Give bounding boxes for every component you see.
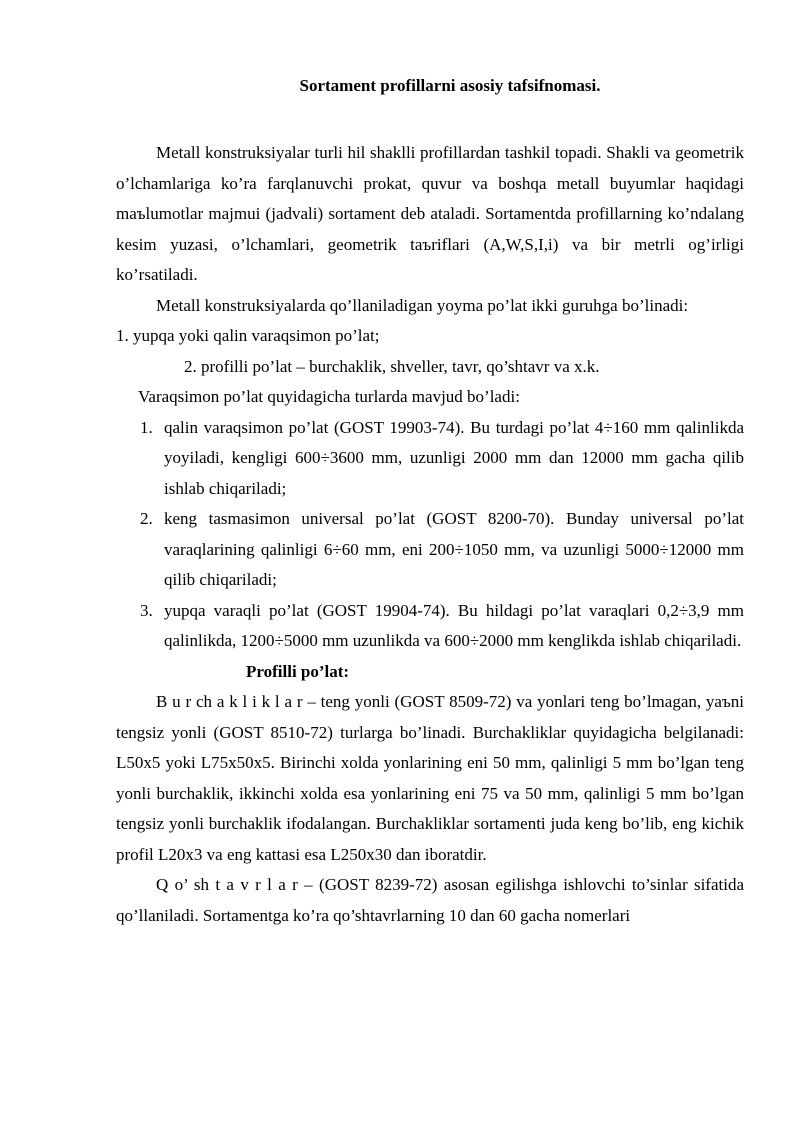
paragraph-angles <box>116 687 744 870</box>
section-subtitle: Profilli po’lat: <box>246 661 350 681</box>
paragraph-sortament-definition: Metall konstruksiyalar turli hil shaklli profillardan tashkil topadi. Shakli va geometrik o’lchamlariga ko’ra farqlanuvchi prokat, quvur va boshqa metall buyumlar haqidagi maъlumotlar majmui (jadvali) sortament deb ataladi. Sortamentda profillarning ko’ndalang kesim yuzasi, o’lchamlari, geometrik taъriflari (A,W,S,I,i) va bir metrli og’irligi ko’rsatiladi. <box>116 143 744 284</box>
paragraph-steel-groups: Metall konstruksiyalarda qo’llaniladigan yoyma po’lat ikki guruhga bo’linadi: <box>156 295 689 315</box>
list-item-number: 3. <box>140 600 153 620</box>
term-qoshtavrlar: Q o’ sh t a v r l a r <box>156 875 298 894</box>
list-item-text: yupqa varaqli po’lat (GOST 19904-74). Bu hildagi po’lat varaqlari 0,2÷3,9 mm qalinlikda, 1200÷5000 mm uzunlikda va 600÷2000 mm kenglikda ishlab chiqariladi. <box>164 600 744 650</box>
list-item-text: qalin varaqsimon po’lat (GOST 19903-74). Bu turdagi po’lat 4÷160 mm qalinlikda yoyiladi, kengligi 600÷3600 mm, uzunligi 2000 mm dan 12000 mm gacha qilib ishlab chiqariladi; <box>164 417 744 498</box>
term-burchakliklar: B u r ch a k l i k l a r <box>156 692 303 711</box>
paragraph-ibeams-text: – (GOST 8239-72) asosan egilishga ishlovchi to’sinlar sifatida qo’llaniladi. Sortamentga ko’ra qo’shtavrlarning 10 dan 60 gacha nomerlari <box>116 875 744 925</box>
list-item <box>116 596 744 657</box>
group-item-2: 2. profilli po’lat – burchaklik, shveller, tavr, qo’shtavr va x.k. <box>184 356 600 376</box>
list-item-number: 1. <box>140 417 153 437</box>
list-item <box>116 504 744 596</box>
sheet-steel-list <box>116 413 744 657</box>
group-item-1: 1. yupqa yoki qalin varaqsimon po’lat; <box>116 326 380 345</box>
paragraph-sheet-types: Varaqsimon po’lat quyidagicha turlarda mavjud bo’ladi: <box>138 387 520 406</box>
body-text <box>116 138 744 931</box>
paragraph-angles-text: – teng yonli (GOST 8509-72) va yonlari teng bo’lmagan, yaъni tengsiz yonli (GOST 8510-72) turlarga bo’linadi. Burchakliklar quyidagicha belgilanadi: L50x5 yoki L75x50x5. Birinchi xolda yonlarining eni 50 mm, qalinligi 5 mm bo’lgan teng yonli burchaklik, ikkinchi xolda esa yonlarining eni 75 va 50 mm, qalinligi 5 mm bo’lgan tengsiz yonli burchaklik ifodalangan. Burchakliklar sortamenti juda keng bo’lib, eng kichik profil L20x3 va eng kattasi esa L250x30 dan iboratdir. <box>116 692 744 864</box>
page-title: Sortament profillarni asosiy tafsifnomasi. <box>299 76 601 95</box>
list-item-number: 2. <box>140 509 153 528</box>
paragraph-ibeams <box>116 870 744 931</box>
list-item-text: keng tasmasimon universal po’lat (GOST 8200-70). Bunday universal po’lat varaqlarining qalinligi 6÷60 mm, eni 200÷1050 mm, va uzunligi 5000÷12000 mm qilib chiqariladi; <box>164 509 744 589</box>
list-item <box>116 413 744 505</box>
